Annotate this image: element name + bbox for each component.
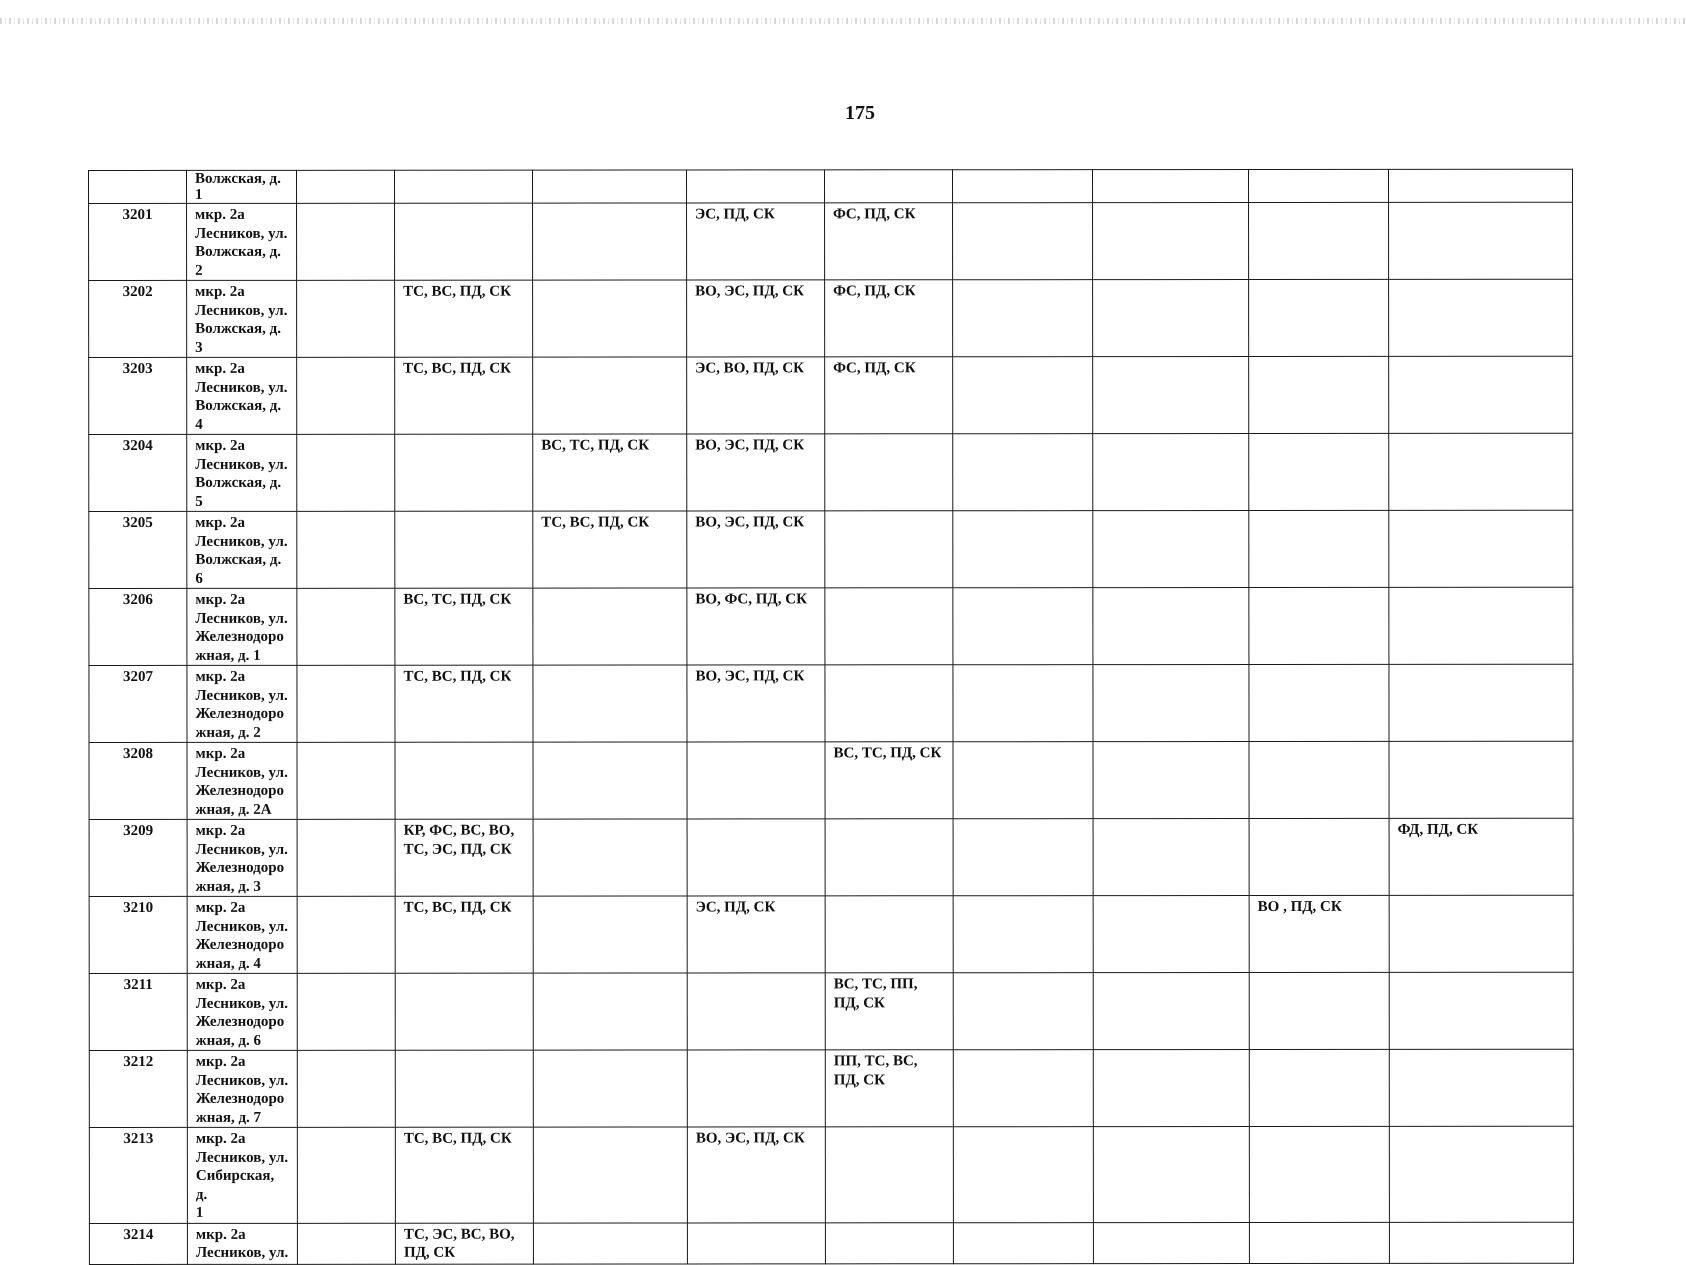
- table-row: [89, 1126, 1573, 1223]
- cell-empty: [825, 170, 953, 203]
- address-line: жная, д. 7: [195, 1109, 262, 1126]
- cell-empty: [825, 1127, 953, 1223]
- cell-num: 3210: [89, 896, 187, 973]
- address-line: мкр. 2а: [195, 360, 245, 377]
- cell-num: 3213: [89, 1127, 187, 1223]
- cell-empty: [953, 434, 1093, 511]
- cell-empty: [297, 665, 395, 742]
- address-line: мкр. 2а: [195, 976, 246, 993]
- cell-empty: [297, 973, 395, 1050]
- address-line: мкр. 2а: [195, 822, 246, 839]
- table-row-carryover: [89, 169, 1573, 203]
- cell-empty: [395, 203, 533, 280]
- cell-codes: ФС, ПД, СК: [825, 357, 953, 434]
- address-line: жная, д. 2: [195, 724, 261, 741]
- cell-empty: [1093, 741, 1249, 818]
- cell-empty: [533, 170, 687, 203]
- cell-empty: [1093, 1222, 1249, 1263]
- address-line: Волжская, д. 4: [195, 397, 282, 433]
- cell-address: [187, 203, 297, 280]
- cell-address: [187, 896, 297, 973]
- address-line: Лесников, ул.: [195, 225, 288, 242]
- cell-empty: [1389, 664, 1573, 741]
- address-line: Железнодоро: [195, 628, 284, 645]
- cell-empty: [1249, 433, 1389, 510]
- cell-codes: ВО, ЭС, ПД, СК: [687, 511, 825, 588]
- cell-empty: [953, 588, 1093, 665]
- address-line: Железнодоро: [195, 1090, 285, 1107]
- cell-empty: [533, 742, 687, 819]
- cell-empty: [533, 896, 687, 973]
- cell-codes: ФД, ПД, СК: [1389, 818, 1573, 895]
- cell-empty: [533, 973, 687, 1050]
- cell-codes: ВО , ПД, СК: [1249, 895, 1389, 972]
- cell-address: [187, 1127, 297, 1223]
- cell-codes: ВС, ТС, ПД, СК: [395, 588, 533, 665]
- address-line: Железнодоро: [195, 782, 285, 799]
- cell-empty: [395, 973, 533, 1050]
- cell-empty: [533, 280, 687, 357]
- cell-empty: [1389, 433, 1573, 510]
- cell-empty: [297, 588, 395, 665]
- scan-edge-noise: [0, 18, 1686, 24]
- cell-num: 3204: [89, 434, 187, 511]
- cell-num: 3209: [89, 819, 187, 896]
- cell-empty: [1389, 356, 1573, 433]
- cell-empty: [687, 1050, 825, 1127]
- cell-empty: [953, 819, 1093, 896]
- cell-empty: [1093, 1126, 1249, 1222]
- cell-empty: [1389, 510, 1573, 587]
- cell-empty: [297, 819, 395, 896]
- address-line: Лесников, ул.: [195, 610, 288, 627]
- cell-codes: ТС, ВС, ПД, СК: [395, 280, 533, 357]
- address-line: Лесников, ул.: [195, 995, 289, 1012]
- cell-address: [187, 280, 297, 357]
- cell-empty: [1389, 741, 1573, 818]
- cell-codes: ВО, ЭС, ПД, СК: [687, 665, 825, 742]
- cell-num: 3203: [89, 357, 187, 434]
- cell-empty: [395, 434, 533, 511]
- address-line: Лесников, ул.: [195, 1244, 289, 1261]
- cell-empty: [825, 896, 953, 973]
- cell-empty: [297, 1050, 395, 1127]
- cell-empty: [1093, 356, 1249, 433]
- address-line: жная, д. 3: [195, 878, 261, 895]
- cell-empty: [1093, 1049, 1249, 1126]
- cell-address: [187, 434, 297, 511]
- cell-address: [187, 1050, 297, 1127]
- address-line: мкр. 2а: [195, 1226, 246, 1243]
- cell-address: [187, 357, 297, 434]
- cell-codes: ФС, ПД, СК: [825, 203, 953, 280]
- cell-empty: [687, 170, 825, 203]
- cell-empty: [1249, 1049, 1389, 1126]
- cell-codes: ТС, ВС, ПД, СК: [395, 357, 533, 434]
- cell-empty: [1093, 510, 1249, 587]
- cell-empty: [953, 973, 1093, 1050]
- cell-empty: [953, 1222, 1093, 1263]
- table-row: [89, 895, 1573, 973]
- cell-empty: [1389, 1049, 1573, 1126]
- cell-empty: [1249, 356, 1389, 433]
- table-row: [89, 587, 1573, 665]
- cell-empty: [825, 665, 953, 742]
- cell-empty: [297, 896, 395, 973]
- address-line: Сибирская, д.: [195, 1167, 275, 1203]
- cell-address: [187, 588, 297, 665]
- address-line: мкр. 2а: [195, 668, 246, 685]
- cell-num: 3214: [89, 1223, 187, 1264]
- cell-codes: ТС, ВС, ПД, СК: [395, 665, 533, 742]
- cell-empty: [1249, 818, 1389, 895]
- cell-empty: [533, 588, 687, 665]
- cell-empty: [1249, 741, 1389, 818]
- cell-empty: [297, 280, 395, 357]
- address-line: 1: [195, 1204, 204, 1221]
- cell-empty: [1093, 895, 1249, 972]
- cell-empty: [1249, 972, 1389, 1049]
- table-row: [89, 356, 1573, 434]
- cell-empty: [1249, 510, 1389, 587]
- cell-empty: [687, 742, 825, 819]
- cell-empty: [1249, 587, 1389, 664]
- address-line: Лесников, ул.: [195, 1149, 289, 1166]
- address-line: Лесников, ул.: [195, 302, 288, 319]
- cell-empty: [1389, 972, 1573, 1049]
- address-line: мкр. 2а: [195, 745, 246, 762]
- address-line: Железнодоро: [195, 705, 284, 722]
- cell-empty: [1389, 895, 1573, 972]
- cell-num: [89, 170, 187, 203]
- cell-codes: ТС, ЭС, ВС, ВО, ПД, СК: [395, 1223, 533, 1264]
- cell-num: 3202: [89, 280, 187, 357]
- cell-empty: [533, 1127, 687, 1223]
- address-line: Железнодоро: [195, 859, 285, 876]
- cell-codes: ТС, ВС, ПД, СК: [395, 896, 533, 973]
- address-line: мкр. 2а: [195, 1053, 246, 1070]
- address-line: жная, д. 1: [195, 647, 261, 664]
- cell-empty: [533, 1050, 687, 1127]
- cell-empty: [533, 665, 687, 742]
- cell-empty: [1093, 433, 1249, 510]
- cell-empty: [1389, 1222, 1573, 1263]
- table-row: [89, 664, 1573, 742]
- address-line: мкр. 2а: [195, 1130, 246, 1147]
- cell-empty: [297, 170, 395, 203]
- table-row: [89, 510, 1573, 588]
- address-line: Волжская, д. 2: [195, 243, 281, 279]
- cell-codes: ФС, ПД, СК: [825, 280, 953, 357]
- table-row: [89, 202, 1573, 280]
- cell-empty: [1389, 202, 1573, 279]
- cell-codes: ВО, ЭС, ПД, СК: [687, 434, 825, 511]
- cell-empty: [533, 1222, 687, 1263]
- cell-codes: ВС, ТС, ПД, СК: [533, 434, 687, 511]
- address-line: Волжская, д. 6: [195, 551, 282, 587]
- cell-empty: [297, 1127, 395, 1223]
- cell-empty: [687, 1222, 825, 1263]
- cell-empty: [297, 434, 395, 511]
- cell-codes: ТС, ВС, ПД, СК: [395, 1127, 533, 1223]
- cell-empty: [953, 357, 1093, 434]
- cell-empty: [533, 203, 687, 280]
- cell-empty: [1093, 818, 1249, 895]
- cell-empty: [1093, 664, 1249, 741]
- table-row: [89, 433, 1573, 511]
- table-row: [89, 741, 1573, 819]
- cell-codes: ВС, ТС, ПП, ПД, СК: [825, 973, 953, 1050]
- address-line: Лесников, ул.: [195, 1072, 289, 1089]
- address-line: мкр. 2а: [195, 591, 246, 608]
- cell-codes: ВО, ЭС, ПД, СК: [687, 1127, 825, 1223]
- cell-empty: [297, 742, 395, 819]
- cell-codes: ЭС, ПД, СК: [687, 896, 825, 973]
- cell-empty: [1249, 202, 1389, 279]
- cell-num: 3206: [89, 588, 187, 665]
- cell-empty: [687, 973, 825, 1050]
- cell-empty: [297, 1223, 395, 1264]
- cell-empty: [687, 819, 825, 896]
- cell-empty: [953, 742, 1093, 819]
- cell-empty: [953, 896, 1093, 973]
- cell-num: 3212: [89, 1050, 187, 1127]
- cell-empty: [1093, 202, 1249, 279]
- table-row: [89, 1049, 1573, 1127]
- address-line: Лесников, ул.: [195, 918, 288, 935]
- cell-empty: [533, 819, 687, 896]
- cell-empty: [395, 511, 533, 588]
- cell-empty: [1389, 169, 1573, 202]
- cell-address: [187, 819, 297, 896]
- cell-empty: [953, 1050, 1093, 1127]
- address-line: жная, д. 6: [195, 1032, 262, 1049]
- registry-table: [88, 169, 1574, 1265]
- cell-address: [187, 742, 297, 819]
- cell-empty: [1249, 279, 1389, 356]
- cell-empty: [1249, 664, 1389, 741]
- table-row: [89, 279, 1573, 357]
- cell-empty: [533, 357, 687, 434]
- cell-empty: [953, 280, 1093, 357]
- cell-empty: [953, 1127, 1093, 1223]
- cell-empty: [395, 1050, 533, 1127]
- address-line: Лесников, ул.: [195, 533, 288, 550]
- address-line: Лесников, ул.: [195, 456, 288, 473]
- cell-empty: [1389, 1126, 1573, 1222]
- cell-empty: [1249, 169, 1389, 202]
- cell-address: Волжская, д. 1: [187, 170, 297, 203]
- table-row: [89, 972, 1573, 1050]
- address-line: Железнодоро: [195, 1013, 285, 1030]
- address-line: Лесников, ул.: [195, 841, 288, 858]
- cell-empty: [1249, 1126, 1389, 1222]
- cell-codes: КР, ФС, ВС, ВО, ТС, ЭС, ПД, СК: [395, 819, 533, 896]
- address-line: мкр. 2а: [195, 899, 246, 916]
- cell-codes: ПП, ТС, ВС, ПД, СК: [825, 1050, 953, 1127]
- address-line: Волжская, д. 5: [195, 474, 282, 510]
- cell-empty: [825, 511, 953, 588]
- address-line: мкр. 2а: [195, 206, 245, 223]
- cell-empty: [297, 357, 395, 434]
- cell-empty: [953, 170, 1093, 203]
- cell-empty: [1093, 279, 1249, 356]
- cell-codes: ЭС, ВО, ПД, СК: [687, 357, 825, 434]
- cell-empty: [1389, 587, 1573, 664]
- cell-empty: [825, 819, 953, 896]
- table-row: [89, 818, 1573, 896]
- cell-empty: [953, 203, 1093, 280]
- cell-empty: [395, 170, 533, 203]
- cell-num: 3205: [89, 511, 187, 588]
- cell-num: 3208: [89, 742, 187, 819]
- cell-address: [187, 973, 297, 1050]
- cell-empty: [1389, 279, 1573, 356]
- address-line: Лесников, ул.: [195, 687, 288, 704]
- cell-codes: ЭС, ПД, СК: [687, 203, 825, 280]
- cell-empty: [825, 588, 953, 665]
- cell-empty: [1093, 169, 1249, 202]
- cell-empty: [1093, 587, 1249, 664]
- cell-address: [187, 1223, 297, 1264]
- address-line: Лесников, ул.: [195, 379, 288, 396]
- cell-codes: ВО, ЭС, ПД, СК: [687, 280, 825, 357]
- address-line: мкр. 2а: [195, 514, 246, 531]
- address-line: жная, д. 4: [195, 955, 261, 972]
- cell-empty: [953, 511, 1093, 588]
- address-line: Волжская, д. 3: [195, 320, 282, 356]
- cell-address: [187, 665, 297, 742]
- cell-codes: ТС, ВС, ПД, СК: [533, 511, 687, 588]
- address-line: Железнодоро: [195, 936, 285, 953]
- cell-codes: ВО, ФС, ПД, СК: [687, 588, 825, 665]
- cell-empty: [825, 434, 953, 511]
- address-line: жная, д. 2А: [195, 801, 272, 818]
- page-number: 175: [845, 102, 875, 124]
- cell-empty: [1093, 972, 1249, 1049]
- address-line: мкр. 2а: [195, 283, 245, 300]
- cell-empty: [297, 511, 395, 588]
- cell-address: [187, 511, 297, 588]
- address-line: Лесников, ул.: [195, 764, 288, 781]
- cell-codes: ВС, ТС, ПД, СК: [825, 742, 953, 819]
- cell-empty: [1249, 1222, 1389, 1263]
- cell-empty: [297, 203, 395, 280]
- cell-empty: [953, 665, 1093, 742]
- address-line: мкр. 2а: [195, 437, 245, 454]
- cell-empty: [395, 742, 533, 819]
- cell-num: 3211: [89, 973, 187, 1050]
- cell-num: 3207: [89, 665, 187, 742]
- cell-num: 3201: [89, 203, 187, 280]
- table-row: [89, 1222, 1573, 1264]
- cell-empty: [825, 1222, 953, 1263]
